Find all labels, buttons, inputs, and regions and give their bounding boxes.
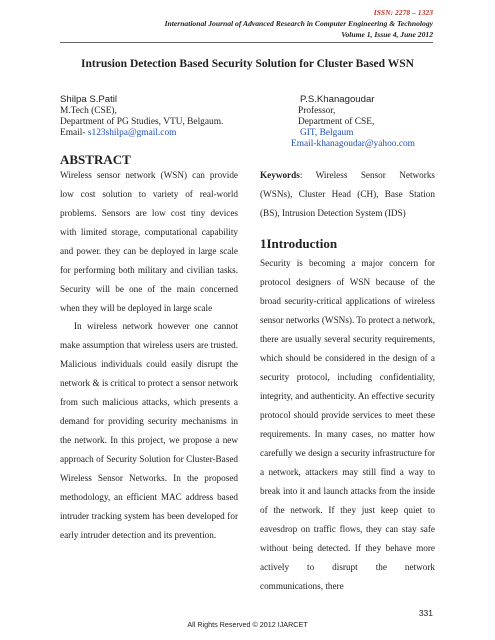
keywords-text: : Wireless Sensor Networks (WSNs), Cluster Head (CH), Base Station (BS), Intrusion Detection System (IDS): [260, 170, 435, 218]
abstract-paragraph-1: Wireless sensor network (WSN) can provide low cost solution to variety of real-world problems. Sensors are low cost tiny devices with limited storage, computational capability and power. they can be deployed in large scale for performing both military and civilian tasks. Security will be one of the main concerned when they will be deployed in large scale: [60, 170, 238, 313]
volume-info: Volume 1, Issue 4, June 2012: [341, 30, 433, 39]
issn-text: ISSN: 2278 – 1323: [373, 8, 433, 17]
author-affiliation: Department of PG Studies, VTU, Belgaum.: [60, 117, 224, 127]
abstract-heading: ABSTRACT: [60, 152, 131, 167]
author-name: P.S.Khanagoudar: [300, 94, 375, 105]
page-number: 331: [418, 608, 433, 618]
author-block-1: [60, 94, 223, 139]
footer-copyright: All Rights Reserved © 2012 IJARCET: [187, 620, 308, 629]
introduction-paragraph: Security is becoming a major concern for protocol designers of WSN because of the broad security-critical applications of wireless sensor networks (WSNs). To protect a network, there are usually several security requirements, which should be considered in the design of a security protocol, including confidentiality, integrity, and authenticity. An effective security protocol should provide services to meet these requirements. In many cases, no matter how carefully we design a security infrastructure for a network, attackers may still find a way to break into it and launch attacks from the inside of the network. If they just keep quiet to eavesdrop on traffic flows, they can stay safe without being detected. If they behave more actively to disrupt the network communications, there: [260, 258, 435, 591]
header-rule: [60, 42, 433, 43]
author-email-link[interactable]: Email-khanagoudar@yahoo.com: [291, 139, 415, 149]
author-name: Shilpa S.Patil: [60, 94, 118, 105]
journal-name: International Journal of Advanced Research in Computer Engineering & Technology: [164, 19, 433, 28]
author-block-2: [291, 94, 415, 150]
email-prefix: Email-: [60, 128, 88, 138]
author-affiliation: Department of CSE,: [298, 117, 375, 127]
introduction-heading: 1Introduction: [260, 236, 338, 251]
author-email-link[interactable]: s123shilpa@gmail.com: [87, 128, 177, 138]
keywords-label: Keywords: [260, 170, 300, 180]
paper-title: Intrusion Detection Based Security Solution for Cluster Based WSN: [81, 58, 414, 70]
author-affiliation: Professor,: [298, 106, 336, 116]
abstract-paragraph-2: In wireless network however one cannot make assumption that wireless users are trusted. Malicious individuals could easily disrupt the network & is critical to protect a sensor network from such malicious attacks, which presents a demand for providing security mechanisms in the network. In this project, we propose a new approach of Security Solution for Cluster-Based Wireless Sensor Networks. In the proposed methodology, an efficient MAC address based intruder tracking system has been developed for early intruder detection and its prevention.: [60, 321, 238, 540]
keywords-paragraph: [260, 166, 435, 223]
author-affiliation: M.Tech (CSE),: [60, 106, 117, 116]
author-affiliation: GIT, Belgaum: [300, 128, 354, 138]
